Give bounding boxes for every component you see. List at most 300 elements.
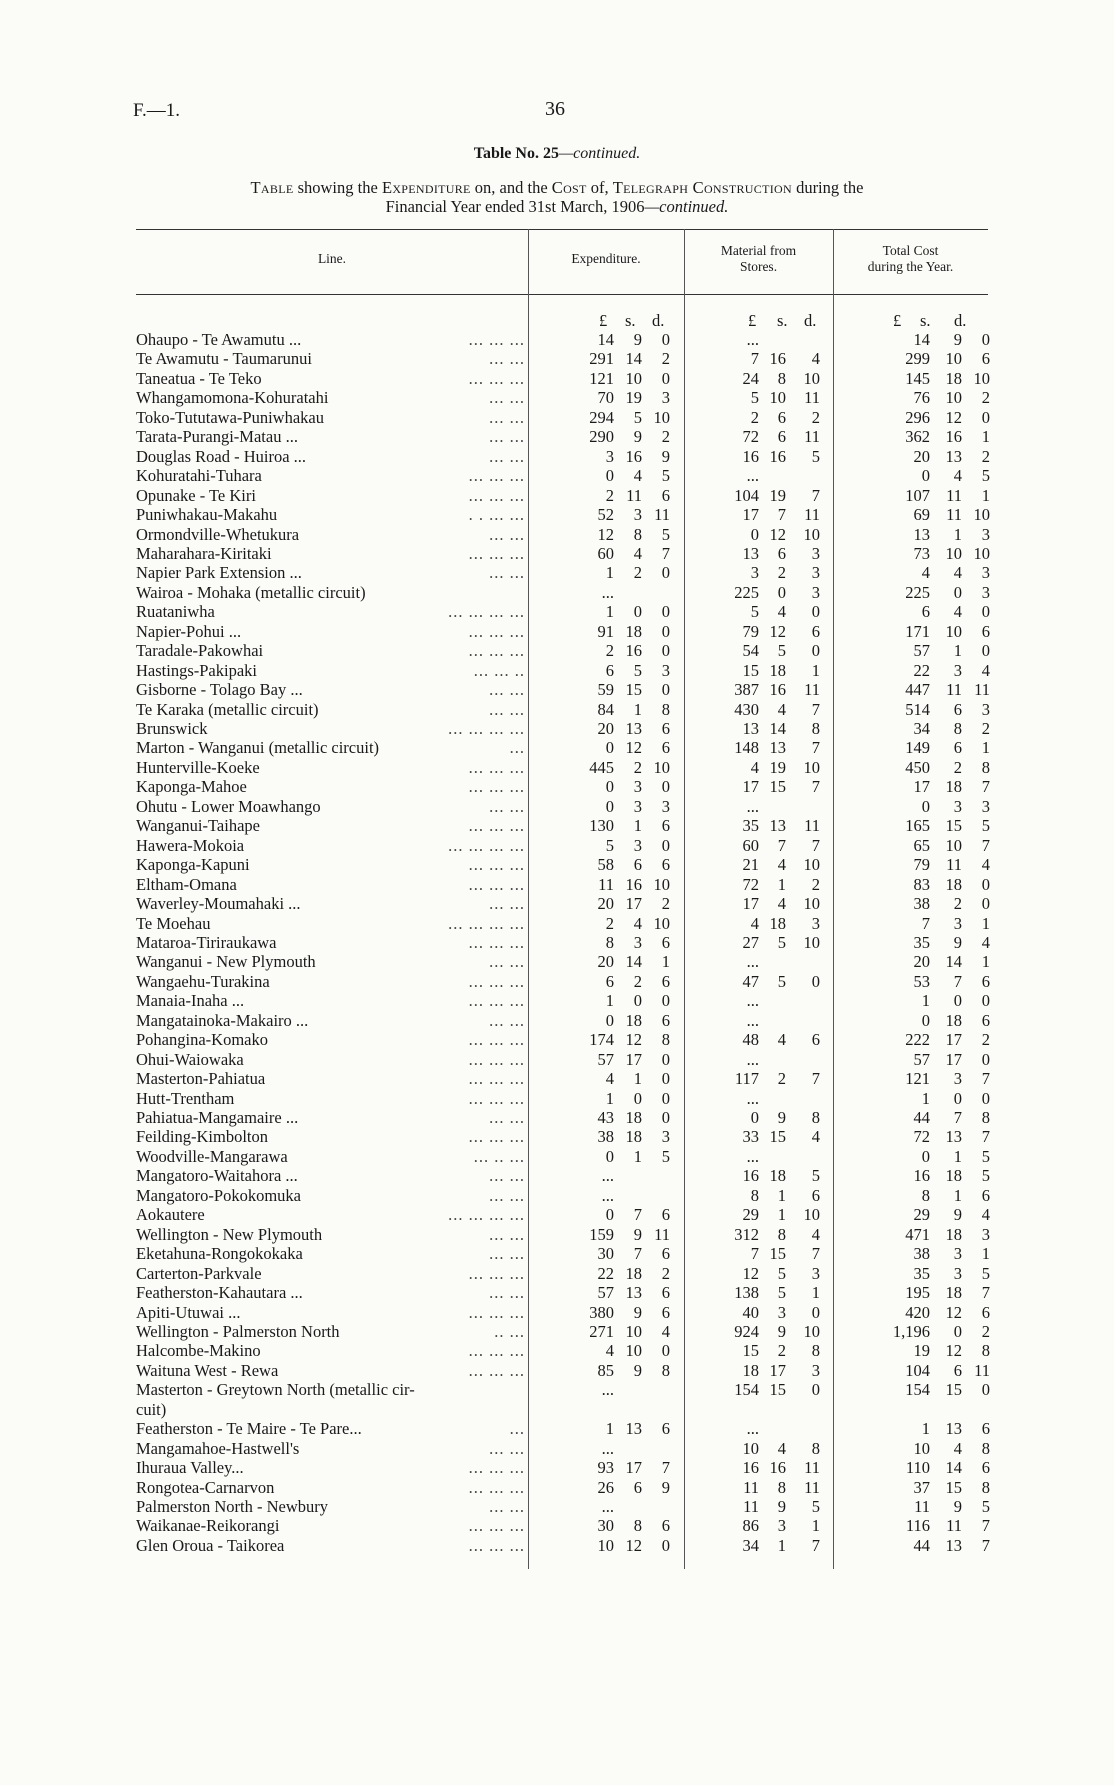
table-row (0, 349, 1114, 369)
tot-shillings: 18 (945, 1283, 962, 1303)
mat-pounds: 5 (750, 388, 759, 408)
line-name: Wellington - Palmerston North (136, 1321, 340, 1341)
exp-pence: 6 (661, 738, 670, 758)
exp-shillings: 3 (633, 777, 642, 797)
mat-shillings: 13 (769, 816, 786, 836)
line-name: Waituna West - Rewa (136, 1360, 279, 1380)
tot-shillings: 11 (946, 485, 962, 505)
mat-shillings: 4 (777, 699, 786, 719)
exp-pounds: 0 (605, 1205, 614, 1225)
exp-pence: 6 (661, 971, 670, 991)
mat-pence: 11 (804, 816, 820, 836)
tot-pence: 8 (981, 1341, 990, 1361)
tot-pounds: 53 (913, 971, 930, 991)
leader-dots: ... ... ... (468, 932, 525, 952)
line-name: Tarata-Purangi-Matau ... (136, 427, 298, 447)
mat-pounds: ... (746, 796, 759, 816)
tot-pounds: 4 (921, 563, 930, 583)
header-bottom-rule (136, 294, 988, 295)
tot-pounds: 38 (913, 894, 930, 914)
mat-pounds: 12 (742, 1263, 759, 1283)
tot-shillings: 14 (945, 1458, 962, 1478)
table-row (0, 369, 1114, 389)
mat-pence: 4 (811, 1127, 820, 1147)
table-row (0, 1516, 1114, 1536)
exp-pence: 10 (653, 757, 670, 777)
tot-pounds: 11 (914, 1497, 930, 1516)
table-row (0, 486, 1114, 506)
leader-dots: ... ... ... (468, 777, 525, 797)
mat-pounds: 17 (742, 894, 759, 914)
leader-dots: ... ... (489, 407, 525, 427)
exp-pounds: 26 (597, 1477, 614, 1497)
line-name: Mangamahoe-Hastwell's (136, 1438, 300, 1458)
tot-shillings: 15 (945, 1477, 962, 1497)
mat-pounds: 0 (750, 1108, 759, 1127)
exp-pounds: 12 (597, 524, 614, 544)
mat-shillings: 4 (777, 855, 786, 875)
exp-pence: 0 (661, 563, 670, 583)
exp-pounds: ... (601, 582, 614, 602)
line-name: Eketahuna-Rongokokaka (136, 1244, 303, 1264)
header-expenditure: Expenditure. (571, 251, 641, 266)
tot-pounds: 0 (921, 1010, 930, 1030)
line-name: Te Moehau (136, 913, 211, 933)
mat-pounds: 17 (742, 777, 759, 797)
leader-dots: ... ... (489, 563, 525, 583)
line-name: Pahiatua-Mangamaire ... (136, 1108, 299, 1127)
leader-dots: ... ... ... (468, 1302, 525, 1322)
tot-shillings: 14 (945, 952, 962, 972)
exp-pence: 2 (661, 894, 670, 914)
tot-pence: 3 (981, 524, 990, 544)
mat-pounds: 27 (742, 932, 759, 952)
line-name: Manaia-Inaha ... (136, 991, 245, 1011)
exp-pounds: 30 (597, 1244, 614, 1264)
mat-shillings: 6 (777, 407, 786, 427)
exp-pence: 0 (661, 991, 670, 1011)
mat-pounds: 4 (750, 913, 759, 933)
table-row (0, 972, 1114, 992)
exp-shillings: 8 (633, 524, 642, 544)
exp-pounds: ... (601, 1438, 614, 1458)
exp-pence: 6 (661, 1205, 670, 1225)
exp-pounds: 0 (605, 1010, 614, 1030)
table-row-continuation (0, 1400, 1114, 1420)
tot-shillings: 18 (945, 1224, 962, 1244)
mat-pence: 7 (811, 699, 820, 719)
tot-pence: 0 (981, 602, 990, 622)
mat-shillings: 1 (777, 1205, 786, 1225)
tot-shillings: 15 (945, 816, 962, 836)
tot-pounds: 104 (905, 1360, 930, 1380)
exp-pounds: 0 (605, 1146, 614, 1166)
table-row (0, 719, 1114, 739)
table-row (0, 758, 1114, 778)
table-row (0, 1380, 1114, 1400)
exp-pounds: 2 (605, 641, 614, 661)
tot-pounds: 19 (913, 1341, 930, 1361)
tot-pence: 0 (981, 1088, 990, 1108)
tot-pence: 11 (974, 1360, 990, 1380)
table-row (0, 330, 1114, 350)
tot-pounds: 17 (913, 777, 930, 797)
mat-pounds: 33 (742, 1127, 759, 1147)
line-name: Hastings-Pakipaki (136, 660, 257, 680)
tot-pounds: 38 (913, 1244, 930, 1264)
tot-pence: 2 (981, 388, 990, 408)
tot-pounds: 195 (905, 1283, 930, 1303)
caption-part: of, (586, 178, 613, 197)
table-row (0, 914, 1114, 934)
mat-pence: 7 (811, 485, 820, 505)
mat-pence: 11 (804, 505, 820, 525)
exp-shillings: 9 (633, 1302, 642, 1322)
line-name: Opunake - Te Kiri (136, 485, 256, 505)
exp-shillings: 12 (625, 738, 642, 758)
line-name: Hunterville-Koeke (136, 757, 260, 777)
mat-pounds: 148 (734, 738, 759, 758)
tot-pounds: 65 (913, 835, 930, 855)
table-row (0, 680, 1114, 700)
leader-dots: ... ... ... (468, 330, 525, 349)
mat-pence: 4 (811, 1224, 820, 1244)
mat-pounds: 138 (734, 1283, 759, 1303)
exp-pence: 5 (661, 524, 670, 544)
exp-pounds: 20 (597, 894, 614, 914)
leader-dots: ... ... (489, 1166, 525, 1186)
mat-pence: 6 (811, 1030, 820, 1050)
tot-pence: 7 (981, 1535, 990, 1555)
table-title (0, 145, 1114, 163)
mat-pence: 10 (803, 368, 820, 388)
table-row (0, 1225, 1114, 1245)
exp-pounds: 91 (597, 621, 614, 641)
table-row (0, 1283, 1114, 1303)
mat-pence: 3 (811, 582, 820, 602)
tot-shillings: 4 (953, 466, 962, 486)
mat-pounds: 16 (742, 1458, 759, 1478)
mat-pounds: 5 (750, 602, 759, 622)
exp-pounds: 60 (597, 543, 614, 563)
tot-pounds: 450 (905, 757, 930, 777)
exp-pounds: 93 (597, 1458, 614, 1478)
tot-pence: 4 (981, 932, 990, 952)
exp-pence: 4 (661, 1321, 670, 1341)
mat-shillings: 1 (777, 1185, 786, 1205)
exp-pounds: 38 (597, 1127, 614, 1147)
tot-shillings: 7 (953, 971, 962, 991)
tot-pounds: 13 (913, 524, 930, 544)
tot-pence: 0 (981, 330, 990, 349)
leader-dots: ... ... ... (468, 1477, 525, 1497)
exp-shillings: 4 (633, 913, 642, 933)
tot-shillings: 6 (953, 1360, 962, 1380)
header-line: Line. (317, 251, 347, 266)
exp-pounds: 159 (589, 1224, 614, 1244)
tot-pence: 2 (981, 719, 990, 738)
tot-pence: 6 (981, 349, 990, 369)
unit-pence: d. (954, 311, 967, 330)
exp-pounds: 121 (589, 368, 614, 388)
tot-shillings: 3 (953, 1069, 962, 1089)
mat-pence: 5 (811, 446, 820, 466)
mat-shillings: 15 (769, 1127, 786, 1147)
mat-shillings: 5 (777, 971, 786, 991)
tot-shillings: 1 (953, 524, 962, 544)
tot-pounds: 420 (905, 1302, 930, 1322)
tot-pounds: 44 (913, 1535, 930, 1555)
exp-pence: 8 (661, 699, 670, 719)
exp-pounds: 59 (597, 680, 614, 700)
mat-pounds: 47 (742, 971, 759, 991)
exp-pence: 2 (661, 427, 670, 447)
tot-pence: 8 (981, 1108, 990, 1127)
mat-shillings: 4 (777, 894, 786, 914)
exp-pence: 3 (661, 388, 670, 408)
tot-pence: 3 (981, 699, 990, 719)
tot-shillings: 11 (946, 1516, 962, 1536)
exp-pounds: 174 (589, 1030, 614, 1050)
mat-shillings: 4 (777, 1438, 786, 1458)
leader-dots: ... ... ... (468, 466, 525, 486)
leader-dots: ... ... (489, 524, 525, 544)
exp-pence: 1 (661, 952, 670, 972)
tot-shillings: 2 (953, 894, 962, 914)
table-row (0, 991, 1114, 1011)
tot-shillings: 1 (953, 641, 962, 661)
tot-pence: 7 (981, 835, 990, 855)
tot-shillings: 11 (946, 505, 962, 525)
tot-pounds: 20 (913, 446, 930, 466)
tot-pence: 7 (981, 777, 990, 797)
mat-pounds: 154 (734, 1380, 759, 1400)
mat-pence: 10 (803, 757, 820, 777)
leader-dots: ... ... ... (468, 1458, 525, 1478)
leader-dots: ... ... ... ... (448, 719, 525, 738)
exp-shillings: 3 (633, 796, 642, 816)
table-row (0, 525, 1114, 545)
leader-dots: ... ... (489, 894, 525, 914)
line-name: Te Karaka (metallic circuit) (136, 699, 319, 719)
line-name: Wanganui - New Plymouth (136, 952, 316, 972)
table-row (0, 408, 1114, 428)
exp-pence: 6 (661, 1010, 670, 1030)
tot-pounds: 154 (905, 1380, 930, 1400)
tot-pence: 3 (981, 1224, 990, 1244)
exp-pounds: 0 (605, 466, 614, 486)
tot-pounds: 20 (913, 952, 930, 972)
tot-pence: 2 (981, 1321, 990, 1341)
mat-shillings: 5 (777, 1283, 786, 1303)
tot-pounds: 7 (921, 913, 930, 933)
caption-line2-suffix: —continued. (644, 197, 729, 216)
mat-pounds: 10 (742, 1438, 759, 1458)
tot-shillings: 18 (945, 1166, 962, 1186)
tot-pence: 1 (981, 1244, 990, 1264)
mat-pounds: 7 (750, 349, 759, 369)
table-row (0, 466, 1114, 486)
tot-shillings: 9 (953, 932, 962, 952)
exp-shillings: 7 (633, 1244, 642, 1264)
tot-shillings: 16 (945, 427, 962, 447)
header-total-line1: Total Cost (882, 243, 939, 258)
leader-dots: ... ... ... (468, 971, 525, 991)
leader-dots: ... ... ... (468, 1360, 525, 1380)
header-top-rule (136, 229, 988, 230)
exp-pence: 3 (661, 796, 670, 816)
mat-pounds: 72 (742, 427, 759, 447)
exp-shillings: 1 (633, 699, 642, 719)
table-row (0, 816, 1114, 836)
table-row (0, 894, 1114, 914)
mat-pounds: 11 (743, 1497, 759, 1516)
tot-shillings: 0 (953, 1321, 962, 1341)
tot-shillings: 9 (953, 330, 962, 349)
line-name: Taradale-Pakowhai (136, 641, 264, 661)
mat-pounds: 86 (742, 1516, 759, 1536)
tot-pence: 8 (981, 1477, 990, 1497)
mat-shillings: 15 (769, 1244, 786, 1264)
mat-pence: 0 (811, 1380, 820, 1400)
tot-pounds: 0 (921, 466, 930, 486)
mat-pounds: 104 (734, 485, 759, 505)
mat-pounds: 34 (742, 1535, 759, 1555)
tot-shillings: 9 (953, 1205, 962, 1225)
exp-shillings: 16 (625, 874, 642, 894)
tot-shillings: 6 (953, 699, 962, 719)
line-name: Wellington - New Plymouth (136, 1224, 323, 1244)
mat-pounds: 16 (742, 446, 759, 466)
mat-pounds: 8 (750, 1185, 759, 1205)
exp-pence: 0 (661, 1069, 670, 1089)
mat-pounds: ... (746, 952, 759, 972)
tot-shillings: 12 (945, 1341, 962, 1361)
line-name: Te Awamutu - Taumarunui (136, 349, 312, 369)
leader-dots: ... ... (489, 1497, 525, 1516)
tot-pounds: 296 (905, 407, 930, 427)
line-name: Napier-Pohui ... (136, 621, 242, 641)
table-row (0, 661, 1114, 681)
table-row (0, 1361, 1114, 1381)
table-row (0, 1478, 1114, 1498)
mat-shillings: 3 (777, 1302, 786, 1322)
exp-pence: 6 (661, 855, 670, 875)
exp-pounds: 0 (605, 777, 614, 797)
tot-pounds: 1,196 (892, 1321, 930, 1341)
exp-pounds: 70 (597, 388, 614, 408)
tot-pence: 10 (973, 543, 990, 563)
leader-dots: ... ... ... (468, 368, 525, 388)
table-row (0, 797, 1114, 817)
tot-pounds: 121 (905, 1069, 930, 1089)
exp-pence: 6 (661, 1302, 670, 1322)
tot-shillings: 3 (953, 1244, 962, 1264)
leader-dots: ... ... (489, 680, 525, 700)
exp-shillings: 5 (633, 660, 642, 680)
exp-pence: 6 (661, 816, 670, 836)
table-row (0, 1322, 1114, 1342)
table-title-suffix: —continued. (558, 145, 641, 162)
exp-pounds: 11 (598, 874, 614, 894)
mat-shillings: 8 (777, 1224, 786, 1244)
line-name: Woodville-Mangarawa (136, 1146, 288, 1166)
line-name: Aokautere (136, 1205, 205, 1225)
exp-pence: 5 (661, 466, 670, 486)
line-name: Hutt-Trentham (136, 1088, 235, 1108)
table-row (0, 700, 1114, 720)
leader-dots: ... ... ... (468, 874, 525, 894)
tot-pounds: 44 (913, 1108, 930, 1127)
tot-pounds: 225 (905, 582, 930, 602)
mat-pence: 10 (803, 932, 820, 952)
line-name: Eltham-Omana (136, 874, 237, 894)
exp-pounds: 291 (589, 349, 614, 369)
tot-pence: 0 (981, 407, 990, 427)
exp-shillings: 4 (633, 543, 642, 563)
header-material-line1: Material from (720, 243, 797, 258)
leader-dots: ... ... ... (468, 1030, 525, 1050)
line-name: Masterton - Greytown North (metallic cir- (136, 1380, 415, 1400)
leader-dots: ... ... (489, 1108, 525, 1127)
tot-pounds: 107 (905, 485, 930, 505)
tot-pence: 0 (981, 641, 990, 661)
table-row (0, 1127, 1114, 1147)
tot-pounds: 471 (905, 1224, 930, 1244)
tot-pence: 6 (981, 621, 990, 641)
mat-pounds: 15 (742, 1341, 759, 1361)
exp-pence: 0 (661, 1341, 670, 1361)
tot-pounds: 35 (913, 1263, 930, 1283)
tot-pence: 8 (981, 757, 990, 777)
table-row (0, 1244, 1114, 1264)
mat-shillings: 9 (777, 1108, 786, 1127)
mat-shillings: 10 (769, 388, 786, 408)
mat-pence: 3 (811, 1263, 820, 1283)
mat-shillings: 16 (769, 446, 786, 466)
mat-shillings: 16 (769, 680, 786, 700)
tot-pence: 8 (981, 1438, 990, 1458)
tot-pence: 4 (981, 855, 990, 875)
tot-shillings: 18 (945, 368, 962, 388)
tot-shillings: 17 (945, 1030, 962, 1050)
caption-part: Telegraph Construction (612, 178, 792, 197)
mat-shillings: 18 (769, 913, 786, 933)
line-name: Apiti-Utuwai ... (136, 1302, 241, 1322)
leader-dots: ... ... ... ... (448, 1205, 525, 1225)
exp-pence: 6 (661, 1244, 670, 1264)
exp-pounds: 2 (605, 913, 614, 933)
mat-pence: 2 (811, 874, 820, 894)
tot-shillings: 11 (946, 855, 962, 875)
exp-shillings: 10 (625, 368, 642, 388)
mat-shillings: 12 (769, 524, 786, 544)
line-name: Napier Park Extension ... (136, 563, 302, 583)
mat-shillings: 9 (777, 1321, 786, 1341)
exp-pence: 11 (654, 505, 670, 525)
line-name: Gisborne - Tolago Bay ... (136, 680, 303, 700)
mat-pence: 8 (811, 719, 820, 738)
exp-shillings: 18 (625, 1127, 642, 1147)
line-name: Ohaupo - Te Awamutu ... (136, 330, 302, 349)
leader-dots: ... ... ... (468, 757, 525, 777)
exp-pounds: 5 (605, 835, 614, 855)
exp-pounds: ... (601, 1380, 614, 1400)
tot-shillings: 4 (953, 563, 962, 583)
exp-shillings: 9 (633, 427, 642, 447)
tot-pence: 6 (981, 971, 990, 991)
tot-shillings: 13 (945, 446, 962, 466)
